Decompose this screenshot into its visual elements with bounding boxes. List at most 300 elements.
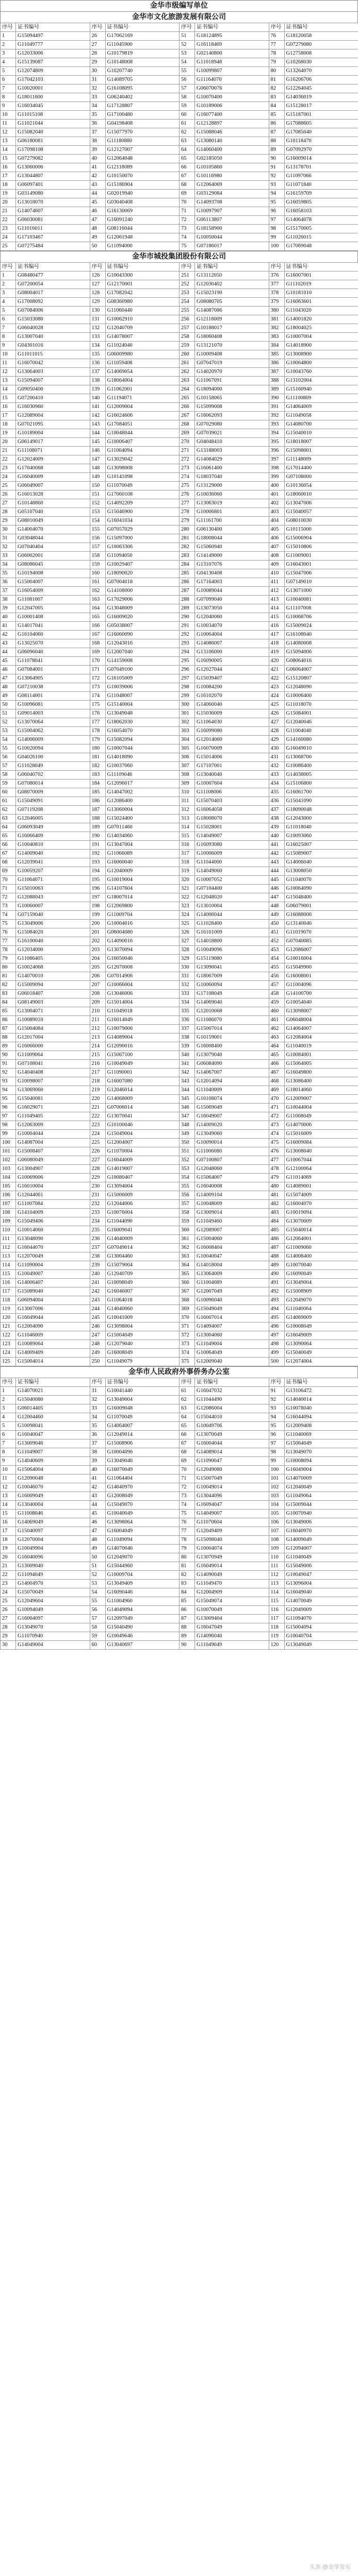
cert-number-cell: G15004084 [16, 1025, 90, 1033]
cert-number-cell: G11014069 [284, 1174, 358, 1182]
seq-cell: 91 [269, 1387, 284, 1396]
seq-cell: 393 [269, 420, 284, 429]
cert-number-cell: G16064058 [195, 806, 269, 815]
seq-cell: 4 [1, 298, 16, 307]
seq-cell: 110 [1, 1226, 16, 1235]
seq-cell: 73 [180, 1492, 195, 1501]
seq-cell: 483 [269, 1209, 284, 1217]
cert-number-cell: G14089705 [105, 76, 180, 84]
cert-number-cell: G18014060 [284, 1086, 358, 1095]
cert-number-cell: G10268030 [284, 58, 358, 67]
seq-cell: 287 [180, 587, 195, 596]
col-seq: 序号 [269, 1378, 284, 1387]
section1-title: 金华市文化旅游发展有限公司 [0, 11, 358, 23]
cert-number-cell: G12128897 [195, 120, 269, 128]
table-row [1, 937, 358, 946]
seq-cell: 467 [269, 1069, 284, 1077]
seq-cell: 35 [1, 569, 16, 578]
cert-number-cell: G17040068 [16, 464, 90, 473]
seq-cell: 494 [269, 1305, 284, 1314]
seq-cell: 354 [180, 1174, 195, 1182]
cert-number-cell: G16008049 [105, 1349, 180, 1358]
cert-number-cell: G10181010 [284, 289, 358, 298]
seq-cell: 10 [1, 111, 16, 120]
seq-cell: 82 [269, 84, 284, 93]
seq-cell: 49 [90, 1545, 105, 1553]
cert-number-cell: G16034045 [16, 102, 90, 111]
table-row [1, 350, 358, 359]
cert-number-cell: G14068009 [105, 1095, 180, 1104]
cert-number-cell: G11040019 [284, 1042, 358, 1051]
table-row [1, 137, 358, 146]
table-row [1, 455, 358, 464]
cert-number-cell: G13069060 [16, 1086, 90, 1095]
seq-cell: 28 [1, 508, 16, 517]
seq-cell: 163 [90, 596, 105, 604]
seq-cell: 56 [1, 753, 16, 762]
seq-cell: 323 [180, 902, 195, 911]
cert-number-cell: G13070949 [195, 1553, 269, 1562]
table-row [1, 307, 358, 315]
seq-cell: 481 [269, 1191, 284, 1200]
seq-cell: 59 [90, 1632, 105, 1641]
seq-cell: 349 [180, 1130, 195, 1139]
cert-number-cell: G10039006 [105, 683, 180, 692]
seq-cell: 11 [1, 359, 16, 368]
cert-number-cell: G15040057 [284, 508, 358, 517]
cert-number-cell: G06064007 [284, 666, 358, 674]
seq-cell: 44 [90, 190, 105, 198]
seq-cell: 158 [90, 552, 105, 561]
cert-number-cell: G10079006 [105, 1025, 180, 1033]
table-row [1, 955, 358, 963]
cert-number-cell: G13068700 [284, 753, 358, 762]
table-row [1, 587, 358, 596]
cert-number-cell: G10050044 [195, 233, 269, 242]
seq-cell: 493 [269, 1296, 284, 1305]
cert-number-cell: G10049049 [105, 1060, 180, 1069]
seq-cell: 25 [1, 482, 16, 490]
seq-cell: 108 [269, 1536, 284, 1545]
seq-cell: 114 [1, 1261, 16, 1270]
seq-cell: 391 [269, 403, 284, 412]
cert-number-cell: G14006044 [195, 911, 269, 920]
cert-number-cell: G18037040 [195, 473, 269, 482]
section2-header-row [1, 263, 358, 272]
cert-number-cell: G15070403 [195, 797, 269, 806]
seq-cell: 89 [1, 1042, 16, 1051]
cert-number-cell: G08004017 [16, 289, 90, 298]
cert-number-cell: G15170005 [284, 225, 358, 233]
seq-cell: 196 [90, 885, 105, 893]
cert-number-cell: G14064007 [105, 1422, 180, 1431]
cert-number-cell: G15004060 [195, 1235, 269, 1244]
table-row [1, 683, 358, 692]
cert-number-cell: G11049460 [195, 1217, 269, 1226]
seq-cell: 58 [90, 1623, 105, 1632]
seq-cell: 74 [180, 233, 195, 242]
seq-cell: 38 [90, 137, 105, 146]
cert-number-cell: G02185050 [195, 155, 269, 163]
cert-number-cell: G10048044 [105, 429, 180, 438]
seq-cell: 335 [180, 1007, 195, 1016]
seq-cell: 369 [180, 1305, 195, 1314]
seq-cell: 50 [1, 701, 16, 709]
seq-cell: 387 [269, 368, 284, 377]
seq-cell: 48 [1, 683, 16, 692]
watermark: 头条 @金华发布 [309, 2564, 351, 2570]
seq-cell: 40 [90, 1466, 105, 1475]
cert-number-cell: G14036019 [284, 93, 358, 102]
table-row [1, 490, 358, 499]
seq-cell: 284 [180, 561, 195, 569]
seq-cell: 10 [1, 350, 16, 359]
cert-number-cell: G14090049 [195, 1571, 269, 1580]
cert-number-cell: G07186017 [195, 242, 269, 251]
seq-cell: 243 [90, 1296, 105, 1305]
cert-number-cell: G12264045 [284, 84, 358, 93]
seq-cell: 256 [180, 315, 195, 324]
seq-cell: 82 [180, 1571, 195, 1580]
seq-cell: 79 [269, 58, 284, 67]
cert-number-cell: G10080407 [105, 1174, 180, 1182]
cert-number-cell: G10207740 [105, 67, 180, 76]
cert-number-cell: G08010049 [16, 517, 90, 526]
cert-number-cell: G02140800 [195, 49, 269, 58]
cert-number-cell: G15084001 [284, 709, 358, 718]
col-cert: 证书编号 [16, 1378, 90, 1387]
cert-number-cell: G13107076 [195, 561, 269, 569]
seq-cell: 105 [269, 1510, 284, 1518]
table-row [1, 832, 358, 841]
seq-cell: 260 [180, 350, 195, 359]
seq-cell: 435 [269, 788, 284, 797]
cert-number-cell: G14008400 [284, 1252, 358, 1261]
seq-cell: 173 [90, 683, 105, 692]
cert-number-cell: G11049405 [16, 1112, 90, 1121]
seq-cell: 54 [1, 736, 16, 744]
cert-number-cell: G11044000 [195, 858, 269, 867]
seq-cell: 276 [180, 490, 195, 499]
cert-number-cell: G15040014 [284, 1226, 358, 1235]
cert-number-cell: G07108000 [284, 473, 358, 482]
cert-number-cell: G06004080 [105, 928, 180, 937]
seq-cell: 62 [1, 806, 16, 815]
cert-number-cell: G06040702 [16, 771, 90, 779]
cert-number-cell: G11064071 [16, 876, 90, 885]
seq-cell: 285 [180, 569, 195, 578]
cert-number-cell: G10070400 [195, 93, 269, 102]
seq-cell: 500 [269, 1358, 284, 1366]
table-row [1, 1139, 358, 1147]
org-title: 金华市级编写单位 [0, 0, 358, 11]
seq-cell: 60 [1, 788, 16, 797]
seq-cell: 34 [90, 102, 105, 111]
cert-number-cell: G10070940 [284, 1510, 358, 1518]
cert-number-cell: G13040697 [105, 1641, 180, 1650]
cert-number-cell: G16049014 [195, 1562, 269, 1571]
cert-number-cell: G10006400 [284, 692, 358, 701]
cert-number-cell: G07100807 [195, 1156, 269, 1165]
seq-cell: 279 [180, 517, 195, 526]
seq-cell: 188 [90, 815, 105, 823]
cert-number-cell: G12118009 [195, 315, 269, 324]
seq-cell: 184 [90, 779, 105, 788]
seq-cell: 35 [90, 111, 105, 120]
seq-cell: 470 [269, 1095, 284, 1104]
cert-number-cell: G03040408 [105, 198, 180, 207]
cert-number-cell: G15040080 [16, 1396, 90, 1404]
seq-cell: 347 [180, 1112, 195, 1121]
seq-cell: 238 [90, 1252, 105, 1261]
table-row [1, 631, 358, 639]
seq-cell: 485 [269, 1226, 284, 1235]
seq-cell: 89 [180, 1632, 195, 1641]
cert-number-cell: G10115000 [284, 526, 358, 534]
seq-cell: 84 [180, 1588, 195, 1597]
cert-number-cell: G10141098 [105, 473, 180, 482]
seq-cell: 106 [269, 1518, 284, 1527]
seq-cell: 311 [180, 797, 195, 806]
cert-number-cell: G12089007 [195, 1226, 269, 1235]
table-row [1, 1457, 358, 1466]
cert-number-cell: G18008044 [195, 534, 269, 543]
cert-number-cell: G10040081 [284, 596, 358, 604]
cert-number-cell: G12049009 [284, 1606, 358, 1615]
seq-cell: 318 [180, 858, 195, 867]
cert-number-cell: G10099807 [195, 67, 269, 76]
seq-cell: 103 [1, 1165, 16, 1174]
seq-cell: 79 [180, 1545, 195, 1553]
cert-number-cell: G14149000 [195, 552, 269, 561]
seq-cell: 32 [90, 84, 105, 93]
seq-cell: 14 [1, 1501, 16, 1510]
seq-cell: 72 [1, 893, 16, 902]
seq-cell: 59 [1, 779, 16, 788]
table-row [1, 128, 358, 137]
cert-number-cell: G10064049 [195, 1349, 269, 1358]
cert-number-cell: G10069006 [16, 1174, 90, 1182]
seq-cell: 400 [269, 482, 284, 490]
table-row [1, 1235, 358, 1244]
seq-cell: 477 [269, 1156, 284, 1165]
seq-cell: 452 [269, 937, 284, 946]
cert-number-cell: G15040049 [284, 1349, 358, 1358]
seq-cell: 42 [1, 631, 16, 639]
cert-number-cell: G13096004 [284, 1580, 358, 1588]
cert-number-cell: G10006407 [105, 438, 180, 447]
cert-number-cell: G04130408 [195, 569, 269, 578]
cert-number-cell: G10006801 [195, 508, 269, 517]
cert-number-cell: G10062910 [105, 315, 180, 324]
table-row [1, 233, 358, 242]
seq-cell: 330 [180, 963, 195, 972]
seq-cell: 137 [90, 368, 105, 377]
cert-number-cell: G12069800 [105, 902, 180, 911]
table-row [1, 1287, 358, 1296]
seq-cell: 7 [1, 84, 16, 93]
seq-cell: 66 [180, 1431, 195, 1439]
seq-cell: 77 [180, 1527, 195, 1536]
cert-number-cell: G14040970 [105, 1483, 180, 1492]
cert-number-cell: G14038005 [284, 771, 358, 779]
cert-number-cell: G16100040 [16, 937, 90, 946]
cert-number-cell: G14094007 [195, 1323, 269, 1331]
table-row [1, 1217, 358, 1226]
seq-cell: 54 [180, 58, 195, 67]
cert-number-cell: G10037060 [105, 762, 180, 771]
seq-cell: 372 [180, 1331, 195, 1340]
cert-number-cell: G06097401 [16, 181, 90, 190]
cert-number-cell: G06014405 [16, 1404, 90, 1413]
cert-number-cell: G16040047 [16, 1431, 90, 1439]
cert-number-cell: G12009408 [284, 1422, 358, 1431]
cert-number-cell: G12033006 [16, 49, 90, 58]
cert-number-cell: G14004970 [16, 1580, 90, 1588]
table-row [1, 534, 358, 543]
cert-number-cell: G13049046 [105, 1457, 180, 1466]
table-row [1, 841, 358, 850]
seq-cell: 88 [180, 1623, 195, 1632]
cert-number-cell: G11049064 [284, 1492, 358, 1501]
table-row [1, 920, 358, 928]
seq-cell: 156 [90, 534, 105, 543]
table-row [1, 1492, 358, 1501]
seq-cell: 248 [90, 1340, 105, 1349]
seq-cell: 63 [1, 815, 16, 823]
seq-cell: 239 [90, 1261, 105, 1270]
seq-cell: 234 [90, 1217, 105, 1226]
seq-cell: 445 [269, 876, 284, 885]
seq-cell: 45 [90, 1510, 105, 1518]
cert-number-cell: G17098108 [16, 146, 90, 155]
seq-cell: 24 [1, 473, 16, 482]
cert-number-cell: G10046070 [16, 1483, 90, 1492]
seq-cell: 104 [1, 1174, 16, 1182]
seq-cell: 370 [180, 1314, 195, 1323]
cert-number-cell: G12008049 [105, 1492, 180, 1501]
seq-cell: 155 [90, 526, 105, 534]
seq-cell: 76 [1, 928, 16, 937]
cert-number-cell: G13008050 [284, 867, 358, 876]
seq-cell: 120 [269, 1641, 284, 1650]
cert-number-cell: G07029080 [195, 420, 269, 429]
cert-number-cell: G18064004 [105, 377, 180, 385]
seq-cell: 71 [1, 885, 16, 893]
cert-number-cell: G14009104 [195, 1191, 269, 1200]
seq-cell: 24 [1, 1588, 16, 1597]
cert-number-cell: G11094050 [105, 552, 180, 561]
col-seq: 序号 [90, 263, 105, 272]
cert-number-cell: G15069049 [195, 1104, 269, 1112]
seq-cell: 12 [1, 1483, 16, 1492]
seq-cell: 458 [269, 990, 284, 998]
seq-cell: 451 [269, 928, 284, 937]
seq-cell: 152 [90, 499, 105, 508]
seq-cell: 377 [269, 280, 284, 289]
seq-cell: 193 [90, 858, 105, 867]
seq-cell: 187 [90, 806, 105, 815]
seq-cell: 36 [90, 1431, 105, 1439]
cert-number-cell: G12004460 [16, 1413, 90, 1422]
seq-cell: 175 [90, 701, 105, 709]
seq-cell: 130 [90, 307, 105, 315]
cert-number-cell: G12009040 [195, 1358, 269, 1366]
cert-number-cell: G15044960 [105, 1562, 180, 1571]
seq-cell: 357 [180, 1200, 195, 1209]
seq-cell: 29 [1, 1632, 16, 1641]
cert-number-cell: G10068706 [284, 613, 358, 622]
seq-cell: 329 [180, 955, 195, 963]
seq-cell: 240 [90, 1270, 105, 1279]
cert-number-cell: G10098007 [16, 1077, 90, 1086]
table-row [1, 76, 358, 84]
seq-cell: 355 [180, 1182, 195, 1191]
cert-number-cell: G11067091 [195, 377, 269, 385]
cert-number-cell: G10034070 [195, 622, 269, 631]
seq-cell: 115 [269, 1597, 284, 1606]
cert-number-cell: G13129000 [195, 482, 269, 490]
cert-number-cell: G06130400 [195, 526, 269, 534]
cert-number-cell: G12096017 [105, 779, 180, 788]
seq-cell: 27 [1, 499, 16, 508]
seq-cell: 133 [90, 333, 105, 342]
seq-cell: 97 [269, 216, 284, 225]
seq-cell: 438 [269, 815, 284, 823]
seq-cell: 157 [90, 543, 105, 552]
seq-cell: 4 [1, 1413, 16, 1422]
cert-number-cell: G15128017 [284, 102, 358, 111]
cert-number-cell: G12024009 [16, 455, 90, 464]
seq-cell: 255 [180, 307, 195, 315]
seq-cell: 36 [1, 578, 16, 587]
seq-cell: 55 [1, 744, 16, 753]
seq-cell: 19 [1, 1545, 16, 1553]
cert-number-cell: G15009044 [284, 1501, 358, 1510]
cert-number-cell: G17088605 [284, 120, 358, 128]
cert-number-cell: G13018070 [16, 198, 90, 207]
seq-cell: 3 [1, 1404, 16, 1413]
cert-number-cell: G13007006 [16, 1305, 90, 1314]
seq-cell: 486 [269, 1235, 284, 1244]
seq-cell: 53 [90, 1580, 105, 1588]
seq-cell: 286 [180, 578, 195, 587]
cert-number-cell: G14089004 [105, 1033, 180, 1042]
seq-cell: 96 [269, 207, 284, 216]
table-row [1, 198, 358, 207]
cert-number-cell: G15008909 [284, 1287, 358, 1296]
cert-number-cell: G18094000 [195, 385, 269, 394]
cert-number-cell: G14060400 [195, 146, 269, 155]
seq-cell: 22 [1, 216, 16, 225]
table-row [1, 1475, 358, 1483]
seq-cell: 404 [269, 517, 284, 526]
cert-number-cell: G12046005 [16, 815, 90, 823]
seq-cell: 47 [90, 216, 105, 225]
seq-cell: 132 [90, 324, 105, 333]
cert-number-cell: G10004016 [105, 920, 180, 928]
cert-number-cell: G16050046 [105, 955, 180, 963]
cert-number-cell: G16049004 [284, 1466, 358, 1475]
table-row [1, 482, 358, 490]
seq-cell: 281 [180, 534, 195, 543]
seq-cell: 214 [90, 1042, 105, 1051]
table-row [1, 753, 358, 762]
seq-cell: 319 [180, 867, 195, 876]
seq-cell: 437 [269, 806, 284, 815]
col-cert: 证书编号 [105, 23, 180, 32]
seq-cell: 433 [269, 771, 284, 779]
